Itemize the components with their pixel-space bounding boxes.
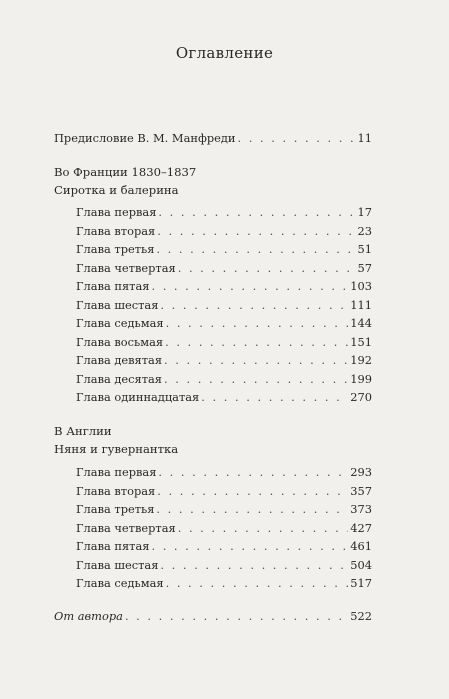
toc-entry[interactable] (76, 484, 372, 502)
toc-entry-label: Глава первая (76, 205, 157, 219)
part-heading: В Англии (54, 424, 112, 438)
toc-entry-page: 51 (357, 242, 372, 256)
dot-leader (151, 539, 348, 553)
toc-entry-label: Глава десятая (76, 371, 162, 386)
toc-entry-label: Глава четвертая (76, 520, 176, 535)
toc-entry-page: 199 (350, 371, 372, 386)
toc-entry[interactable] (76, 298, 372, 316)
toc-entry-page: 151 (350, 334, 372, 349)
toc-entry-afterword[interactable] (54, 609, 372, 627)
toc-entry-label: Глава третья (76, 242, 155, 256)
dot-leader (166, 316, 349, 330)
dot-leader (157, 484, 348, 498)
toc-entry-page: 144 (350, 316, 372, 330)
toc-entry-page: 192 (350, 353, 372, 367)
toc-entry-label: Глава девятая (76, 353, 163, 367)
toc-entry-page: 522 (350, 609, 372, 623)
dot-leader (166, 576, 349, 590)
toc-entry-page: 357 (350, 483, 372, 498)
toc-entry[interactable] (76, 205, 372, 223)
part-subheading: Сиротка и балерина (54, 183, 179, 197)
toc-entry-page: 517 (350, 576, 372, 590)
toc-entry-page: 504 (350, 557, 372, 572)
toc-entry[interactable] (76, 576, 372, 594)
dot-leader (157, 224, 355, 238)
dot-leader (178, 261, 356, 275)
dot-leader (156, 502, 348, 516)
toc-entry[interactable] (76, 465, 372, 483)
toc-entry-label: От автора (54, 609, 123, 623)
toc-entry[interactable] (76, 539, 372, 557)
bleed-through-text (0, 98, 449, 112)
toc-entry-page: 373 (350, 502, 372, 516)
toc-entry-label: Глава четвертая (76, 260, 176, 275)
toc-entry-page: 23 (357, 223, 372, 238)
toc-entry[interactable] (76, 224, 372, 242)
dot-leader (164, 372, 348, 386)
toc-entry[interactable] (76, 502, 372, 520)
toc-entry-label: Глава вторая (76, 483, 156, 498)
part-subheading: Няня и гувернантка (54, 442, 179, 456)
toc-entry-page: 17 (357, 205, 372, 219)
toc-entry[interactable] (76, 372, 372, 390)
toc-entry[interactable] (76, 353, 372, 371)
page-title: Оглавление (175, 44, 274, 62)
toc-entry[interactable] (76, 242, 372, 260)
toc-entry-page: 427 (350, 520, 372, 535)
toc-entry-page: 270 (350, 390, 372, 404)
toc-entry[interactable] (76, 261, 372, 279)
toc-entry[interactable] (76, 316, 372, 334)
toc-entry-label: Предисловие В. М. Манфреди (54, 131, 236, 145)
dot-leader (160, 298, 348, 312)
toc-entry-label: Глава третья (76, 502, 155, 516)
toc-entry-label: Глава шестая (76, 557, 159, 572)
part-heading: Во Франции 1830–1837 (54, 165, 197, 179)
dot-leader (165, 335, 348, 349)
toc-entry-page: 11 (357, 131, 372, 145)
toc-entry-label: Глава седьмая (76, 576, 164, 590)
dot-leader (178, 521, 349, 535)
dot-leader (201, 390, 348, 404)
toc-entry-label: Глава пятая (76, 279, 150, 293)
toc-entry-page: 103 (350, 279, 372, 293)
dot-leader (158, 205, 355, 219)
toc-entry-page: 57 (357, 260, 372, 275)
toc-entry-label: Глава вторая (76, 223, 156, 238)
toc-entry-label: Глава восьмая (76, 334, 164, 349)
toc-entry[interactable] (76, 279, 372, 297)
toc-entry-page: 293 (350, 465, 372, 479)
toc-entry-label: Глава шестая (76, 297, 159, 312)
dot-leader (164, 353, 348, 367)
dot-leader (160, 558, 348, 572)
dot-leader (158, 465, 348, 479)
toc-entry-label: Глава одиннадцатая (76, 390, 200, 404)
dot-leader (156, 242, 355, 256)
toc-entry[interactable] (76, 558, 372, 576)
dot-leader (238, 131, 356, 145)
toc-entry-label: Глава пятая (76, 539, 150, 553)
toc-entry-label: Глава седьмая (76, 316, 164, 330)
toc-entry-page: 111 (350, 297, 372, 312)
toc-entry-page: 461 (350, 539, 372, 553)
toc-entry[interactable] (76, 390, 372, 408)
toc-entry-preface[interactable] (54, 131, 372, 149)
dot-leader (125, 609, 348, 623)
toc-entry-label: Глава первая (76, 465, 157, 479)
toc-entry[interactable] (76, 335, 372, 353)
dot-leader (151, 279, 348, 293)
toc-entry[interactable] (76, 521, 372, 539)
